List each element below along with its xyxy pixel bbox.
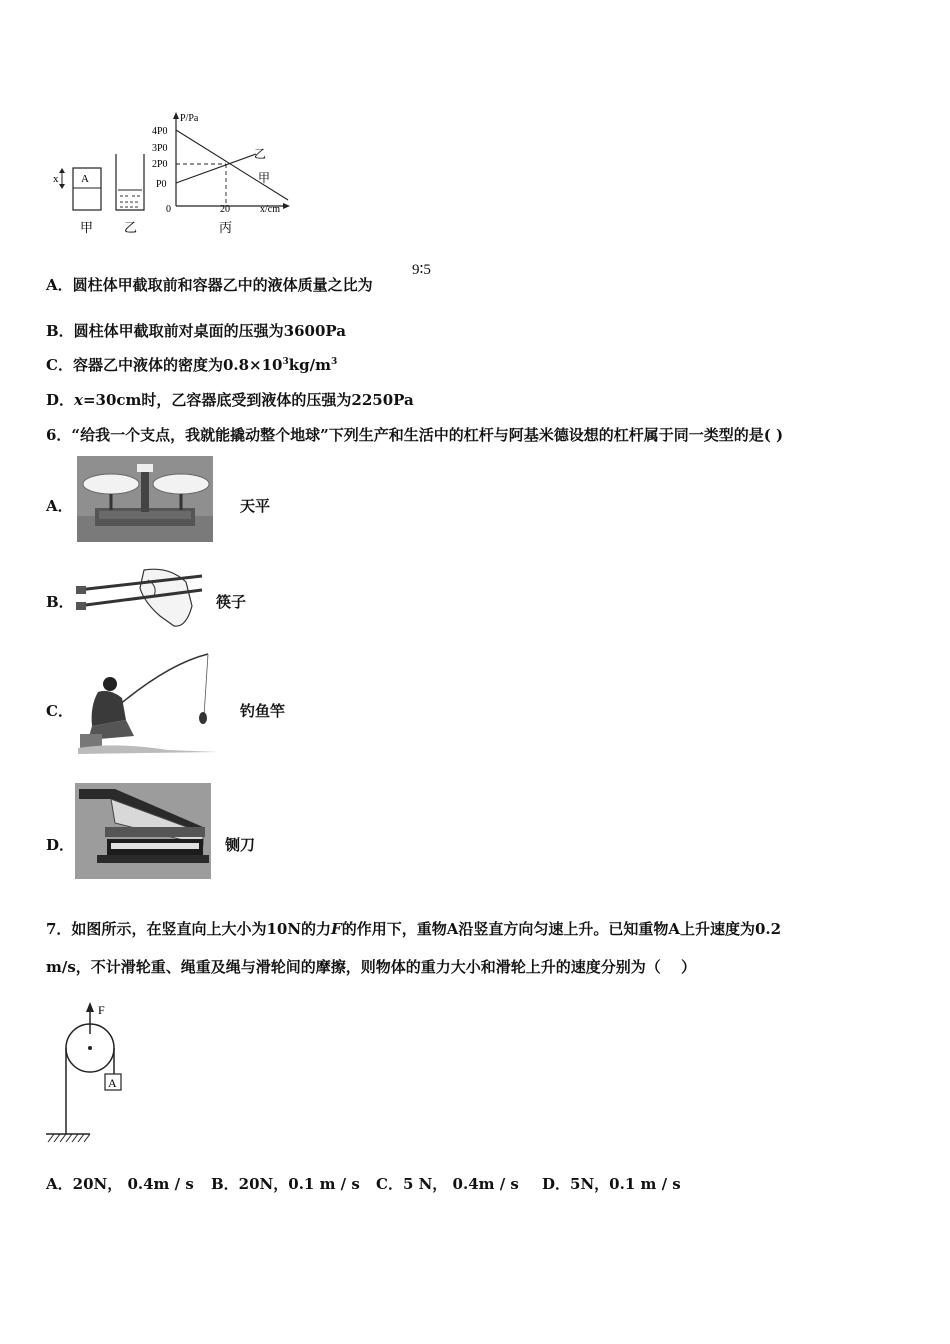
q7-option-d: D．5N，0.1 m / s bbox=[542, 1175, 681, 1193]
q7-option-b: B．20N，0.1 m / s bbox=[211, 1175, 360, 1193]
graph-bing bbox=[173, 112, 290, 209]
q6-option-c-letter: C． bbox=[46, 702, 73, 720]
q5-option-d bbox=[46, 389, 414, 410]
q5-option-c bbox=[46, 354, 337, 375]
q5-option-c-text: C．容器乙中液体的密度为0.8×10 bbox=[46, 356, 283, 374]
q6-option-a-label: 天平 bbox=[240, 497, 271, 515]
q6-option-d-letter: D． bbox=[46, 836, 75, 854]
q6-stem: 6．“给我一个支点，我就能撬动整个地球”下列生产和生活中的杠杆与阿基米德设想的杠杆属于同一类型的是( ) bbox=[46, 426, 784, 444]
q6-option-d-label: 铡刀 bbox=[225, 836, 256, 854]
container-yi bbox=[116, 154, 144, 210]
tick-p0: P0 bbox=[156, 179, 167, 190]
tick-20: 20 bbox=[220, 204, 230, 215]
q7-stem-part1: 7．如图所示，在竖直向上大小为10N的力 bbox=[46, 920, 332, 938]
balance-scale-image bbox=[77, 456, 213, 542]
chopsticks-image bbox=[74, 566, 206, 630]
label-jia: 甲 bbox=[80, 220, 94, 235]
q7-stem-line2: m/s，不计滑轮重、绳重及绳与滑轮间的摩擦，则物体的重力大小和滑轮上升的速度分别为（ ） bbox=[46, 958, 697, 976]
q5-figure bbox=[48, 108, 298, 238]
label-bing: 丙 bbox=[219, 220, 233, 235]
line-yi bbox=[176, 154, 256, 183]
q7-stem-force: F bbox=[331, 920, 342, 938]
q6-option-b-letter: B． bbox=[46, 593, 74, 611]
q6-option-a-letter: A． bbox=[46, 497, 73, 515]
line-jia-label: 甲 bbox=[258, 171, 271, 185]
pulley-figure bbox=[42, 998, 142, 1150]
label-a: A bbox=[81, 173, 89, 185]
axis-y-label: P/Pa bbox=[180, 113, 199, 124]
label-yi: 乙 bbox=[124, 220, 138, 235]
q6-option-c-label: 钓鱼竿 bbox=[240, 702, 286, 720]
q5-option-d-letter: D． bbox=[46, 391, 75, 409]
weight-a-label: A bbox=[108, 1076, 117, 1090]
label-x: x bbox=[53, 173, 59, 185]
tick-0: 0 bbox=[166, 204, 171, 215]
q5-option-c-unit: kg/m bbox=[288, 356, 331, 374]
tick-2p0: 2P0 bbox=[152, 159, 168, 170]
q5-option-a-ratio: 9∶5 bbox=[412, 262, 431, 278]
tick-3p0: 3P0 bbox=[152, 143, 168, 154]
q7-stem-line1 bbox=[46, 918, 781, 939]
cylinder-jia bbox=[59, 168, 101, 210]
q5-option-d-text: =30cm时，乙容器底受到液体的压强为2250Pa bbox=[82, 391, 414, 409]
q5-option-b: B．圆柱体甲截取前对桌面的压强为3600Pa bbox=[46, 322, 347, 340]
tick-4p0: 4P0 bbox=[152, 126, 168, 137]
q5-option-a-text: A．圆柱体甲截取前和容器乙中的液体质量之比为 bbox=[46, 276, 373, 294]
q7-stem-part2: 的作用下，重物A沿竖直方向匀速上升。已知重物A上升速度为0.2 bbox=[341, 920, 782, 938]
guillotine-cutter-image bbox=[75, 783, 211, 879]
q5-option-c-sup2: 3 bbox=[330, 357, 338, 367]
q5-option-c-sup: 3 bbox=[282, 357, 289, 367]
force-label: F bbox=[98, 1003, 105, 1017]
q7-option-a: A．20N， 0.4m / s bbox=[46, 1175, 194, 1193]
line-jia bbox=[176, 130, 288, 200]
q7-option-c: C．5 N， 0.4m / s bbox=[376, 1175, 519, 1193]
q5-option-d-var: x bbox=[74, 391, 83, 409]
q6-option-b-label: 筷子 bbox=[216, 593, 247, 611]
axis-x-label: x/cm bbox=[260, 204, 280, 215]
line-yi-label: 乙 bbox=[254, 147, 267, 161]
q5-option-a bbox=[46, 274, 373, 295]
fishing-rod-image bbox=[78, 650, 218, 754]
